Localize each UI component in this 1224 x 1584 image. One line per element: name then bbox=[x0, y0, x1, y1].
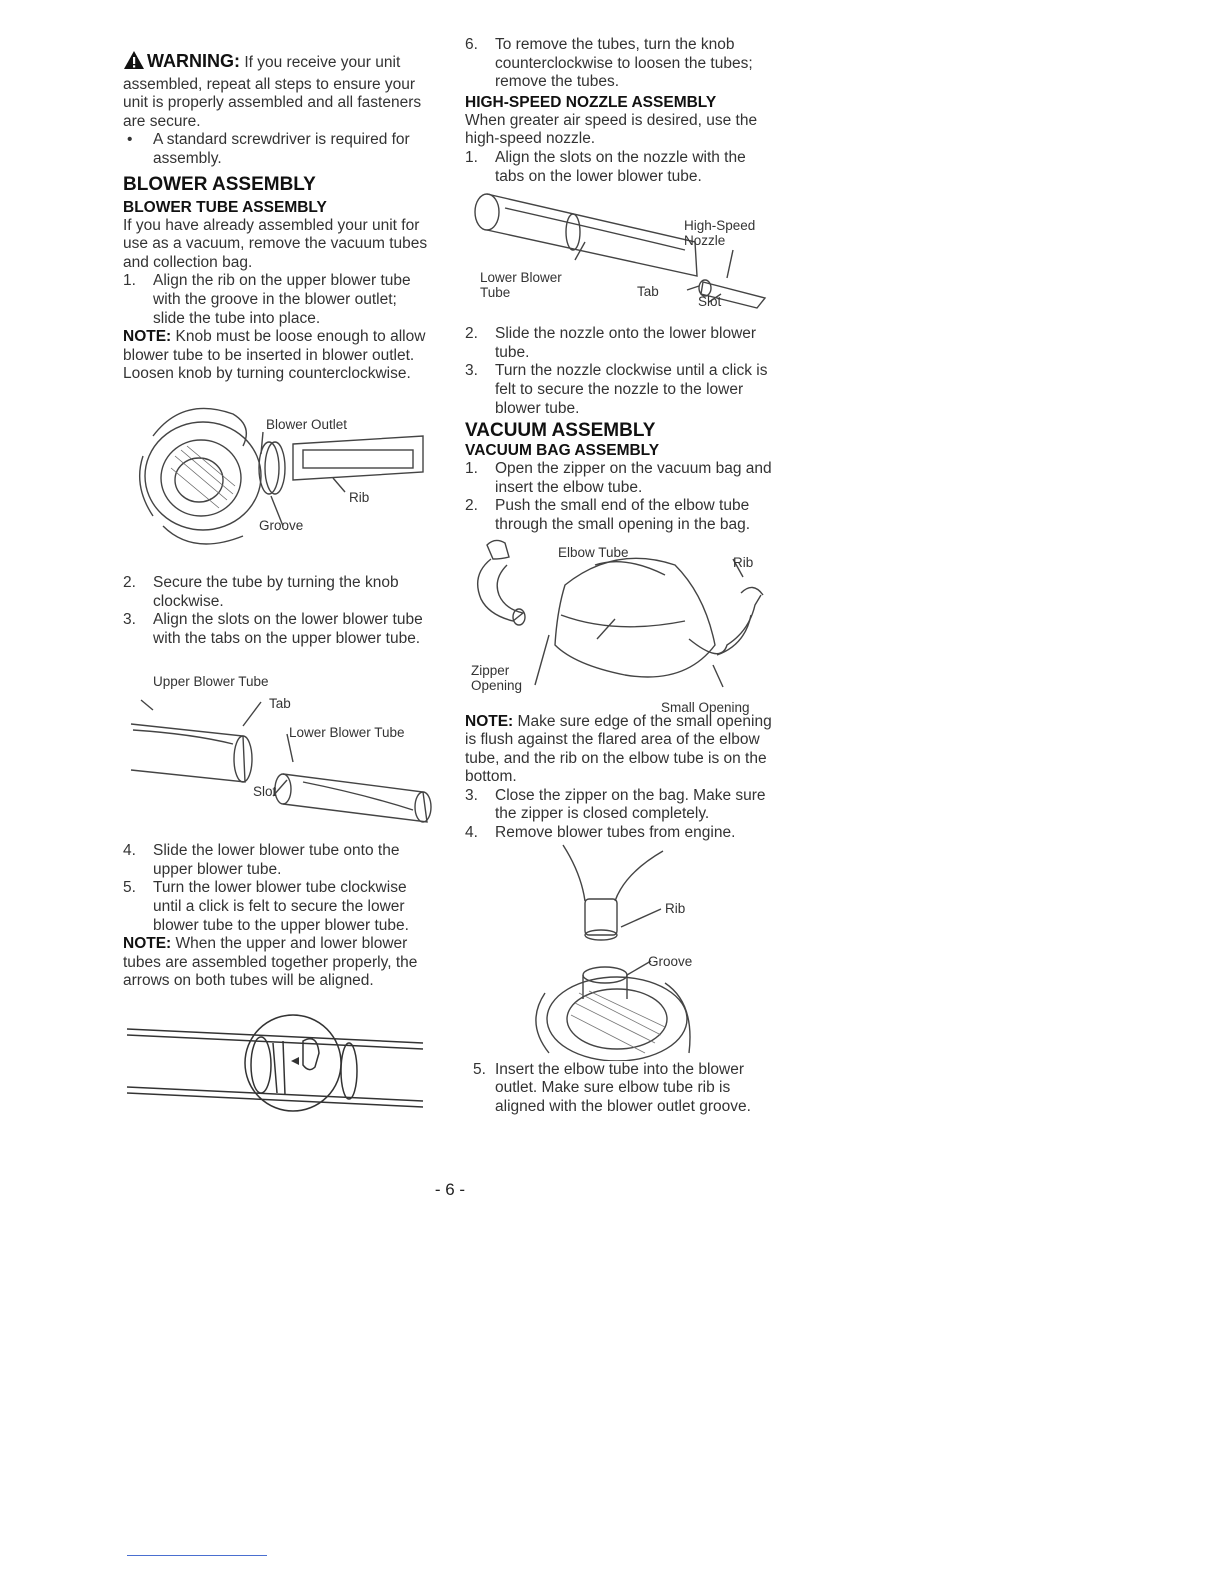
label-rib: Rib bbox=[349, 489, 370, 505]
note-small-opening bbox=[465, 713, 777, 787]
nozzle-intro: When greater air speed is desired, use the high-speed nozzle. bbox=[465, 111, 758, 148]
warning-bullets bbox=[123, 131, 433, 168]
blower-steps-a bbox=[123, 272, 433, 328]
list-item bbox=[465, 824, 777, 843]
list-item bbox=[123, 611, 433, 648]
step-text: Secure the tube by turning the knob clockwise. bbox=[153, 573, 399, 610]
elbow-outlet-illustration bbox=[465, 843, 777, 1061]
list-item bbox=[465, 36, 777, 92]
note-label: NOTE: bbox=[123, 328, 172, 346]
label-blower-outlet: Blower Outlet bbox=[266, 416, 348, 432]
label-rib: Rib bbox=[733, 554, 754, 570]
step-number: 1. bbox=[465, 460, 478, 478]
step-text: Slide the lower blower tube onto the upper blower tube. bbox=[153, 842, 400, 878]
blower-intro: If you have already assembled your unit for use as a vacuum, remove the vacuum tubes and collection bag. bbox=[123, 216, 428, 271]
label-lower-blower-tube: Lower Blower Tube bbox=[289, 725, 405, 741]
tube-connection-figure bbox=[123, 674, 433, 844]
step-number: 2. bbox=[465, 325, 478, 343]
step-number: 3. bbox=[465, 786, 478, 804]
bottom-rule bbox=[127, 1555, 267, 1556]
label-small-opening: Small Opening bbox=[661, 699, 750, 715]
step-text: Slide the nozzle onto the lower blower tube. bbox=[495, 325, 757, 361]
vacuum-steps-b bbox=[465, 787, 777, 843]
note-label: NOTE: bbox=[123, 935, 172, 953]
bullet-dot: • bbox=[127, 131, 133, 149]
step-number: 4. bbox=[465, 824, 478, 842]
vacuum-assembly-heading: VACUUM ASSEMBLY bbox=[465, 420, 656, 442]
step-text: Turn the nozzle clockwise until a click is felt to secure the nozzle to the lower blower tube. bbox=[495, 362, 768, 417]
label-zipper-opening: Zipper Opening bbox=[471, 662, 523, 693]
list-item bbox=[123, 131, 433, 168]
vacuum-bag-figure bbox=[465, 535, 777, 713]
label-groove: Groove bbox=[259, 517, 304, 533]
step-text: Push the small end of the elbow tube through the small opening in the bag. bbox=[495, 497, 751, 533]
high-speed-nozzle-heading: HIGH-SPEED NOZZLE ASSEMBLY bbox=[465, 93, 717, 111]
step-text: Remove blower tubes from engine. bbox=[495, 824, 736, 842]
step-text: Align the rib on the upper blower tube with the groove in the blower outlet; slide the tube into place. bbox=[153, 272, 411, 327]
step-text: Align the slots on the lower blower tube with the tabs on the upper blower tube. bbox=[153, 611, 423, 647]
list-item bbox=[123, 842, 433, 879]
label-tab: Tab bbox=[637, 284, 659, 300]
aligned-arrows-illustration bbox=[123, 1003, 433, 1115]
nozzle-steps-b bbox=[465, 325, 777, 418]
bullet-text: A standard screwdriver is required for assembly. bbox=[153, 131, 410, 167]
step-number: 2. bbox=[465, 497, 478, 515]
step-number: 5. bbox=[473, 1060, 486, 1078]
label-groove: Groove bbox=[648, 953, 693, 969]
step-number: 1. bbox=[123, 272, 136, 290]
nozzle-steps-a bbox=[465, 149, 777, 186]
step-number: 3. bbox=[123, 611, 136, 629]
label-elbow-tube: Elbow Tube bbox=[558, 544, 629, 560]
label-lower-blower-tube: Lower Blower Tube bbox=[480, 270, 562, 301]
aligned-arrows-figure bbox=[123, 1003, 433, 1115]
right-column bbox=[465, 36, 777, 1116]
step-number: 5. bbox=[123, 879, 136, 897]
warning-icon bbox=[123, 50, 145, 76]
blower-assembly-heading: BLOWER ASSEMBLY bbox=[123, 173, 316, 195]
label-tab: Tab bbox=[269, 696, 291, 712]
step-text: Insert the elbow tube into the blower outlet. Make sure elbow tube rib is aligned with the blower outlet groove. bbox=[495, 1060, 751, 1115]
list-item bbox=[123, 574, 433, 611]
note-text: Make sure edge of the small opening is flush against the flared area of the elbow tube, and the rib on the elbow tube is on the bottom. bbox=[465, 712, 772, 786]
list-item bbox=[123, 272, 433, 328]
vacuum-steps-a bbox=[465, 460, 777, 534]
list-item bbox=[465, 362, 777, 418]
page-number: - 6 - bbox=[434, 1180, 466, 1199]
left-column bbox=[123, 36, 433, 1115]
step-number: 6. bbox=[465, 36, 478, 53]
step-text: Close the zipper on the bag. Make sure the zipper is closed completely. bbox=[495, 786, 766, 823]
list-item bbox=[465, 460, 777, 497]
warning-text: If you receive your unit assembled, repeat all steps to ensure your unit is properly assembled and all fasteners are secure. bbox=[123, 54, 422, 130]
step-text: Turn the lower blower tube clockwise until a click is felt to secure the lower blower tube to the upper blower tube. bbox=[153, 879, 409, 934]
blower-steps-b bbox=[123, 574, 433, 648]
list-item bbox=[465, 787, 777, 824]
elbow-outlet-figure bbox=[465, 843, 777, 1061]
list-item bbox=[123, 879, 433, 935]
note-text: Knob must be loose enough to allow blower tube to be inserted in blower outlet. Loosen knob by turning counterclockwise. bbox=[123, 328, 426, 383]
blower-outlet-figure bbox=[123, 396, 433, 568]
label-high-speed-nozzle: High-Speed Nozzle bbox=[684, 218, 756, 249]
warning-block bbox=[123, 50, 433, 131]
step-number: 4. bbox=[123, 842, 136, 860]
list-item bbox=[465, 325, 777, 362]
list-item bbox=[465, 497, 777, 534]
step-text: To remove the tubes, turn the knob counterclockwise to loosen the tubes; remove the tubes. bbox=[495, 36, 753, 91]
note-knob bbox=[123, 328, 433, 384]
vacuum-steps-c bbox=[465, 1061, 777, 1117]
step-text: Open the zipper on the vacuum bag and insert the elbow tube. bbox=[495, 460, 772, 496]
label-rib: Rib bbox=[665, 900, 686, 916]
step-number: 1. bbox=[465, 148, 478, 166]
nozzle-figure bbox=[465, 190, 777, 325]
step-number: 3. bbox=[465, 362, 478, 380]
nozzle-illustration bbox=[465, 190, 777, 325]
step-number: 2. bbox=[123, 573, 136, 591]
warning-label: WARNING: bbox=[147, 51, 240, 71]
label-upper-blower-tube: Upper Blower Tube bbox=[153, 674, 269, 690]
vacuum-bag-assembly-heading: VACUUM BAG ASSEMBLY bbox=[465, 442, 660, 460]
list-item bbox=[465, 149, 777, 186]
blower-steps-c bbox=[123, 842, 433, 935]
step-text: Align the slots on the nozzle with the tabs on the lower blower tube. bbox=[495, 148, 746, 185]
label-slot: Slot bbox=[698, 294, 722, 310]
blower-tube-assembly-heading: BLOWER TUBE ASSEMBLY bbox=[123, 198, 327, 216]
note-arrows bbox=[123, 935, 433, 991]
list-item bbox=[473, 1061, 777, 1117]
note-label: NOTE: bbox=[465, 712, 514, 730]
remove-tubes-step bbox=[465, 36, 777, 92]
note-text: When the upper and lower blower tubes are assembled together properly, the arrows on both tubes will be aligned. bbox=[123, 935, 418, 990]
label-slot: Slot bbox=[253, 784, 277, 800]
